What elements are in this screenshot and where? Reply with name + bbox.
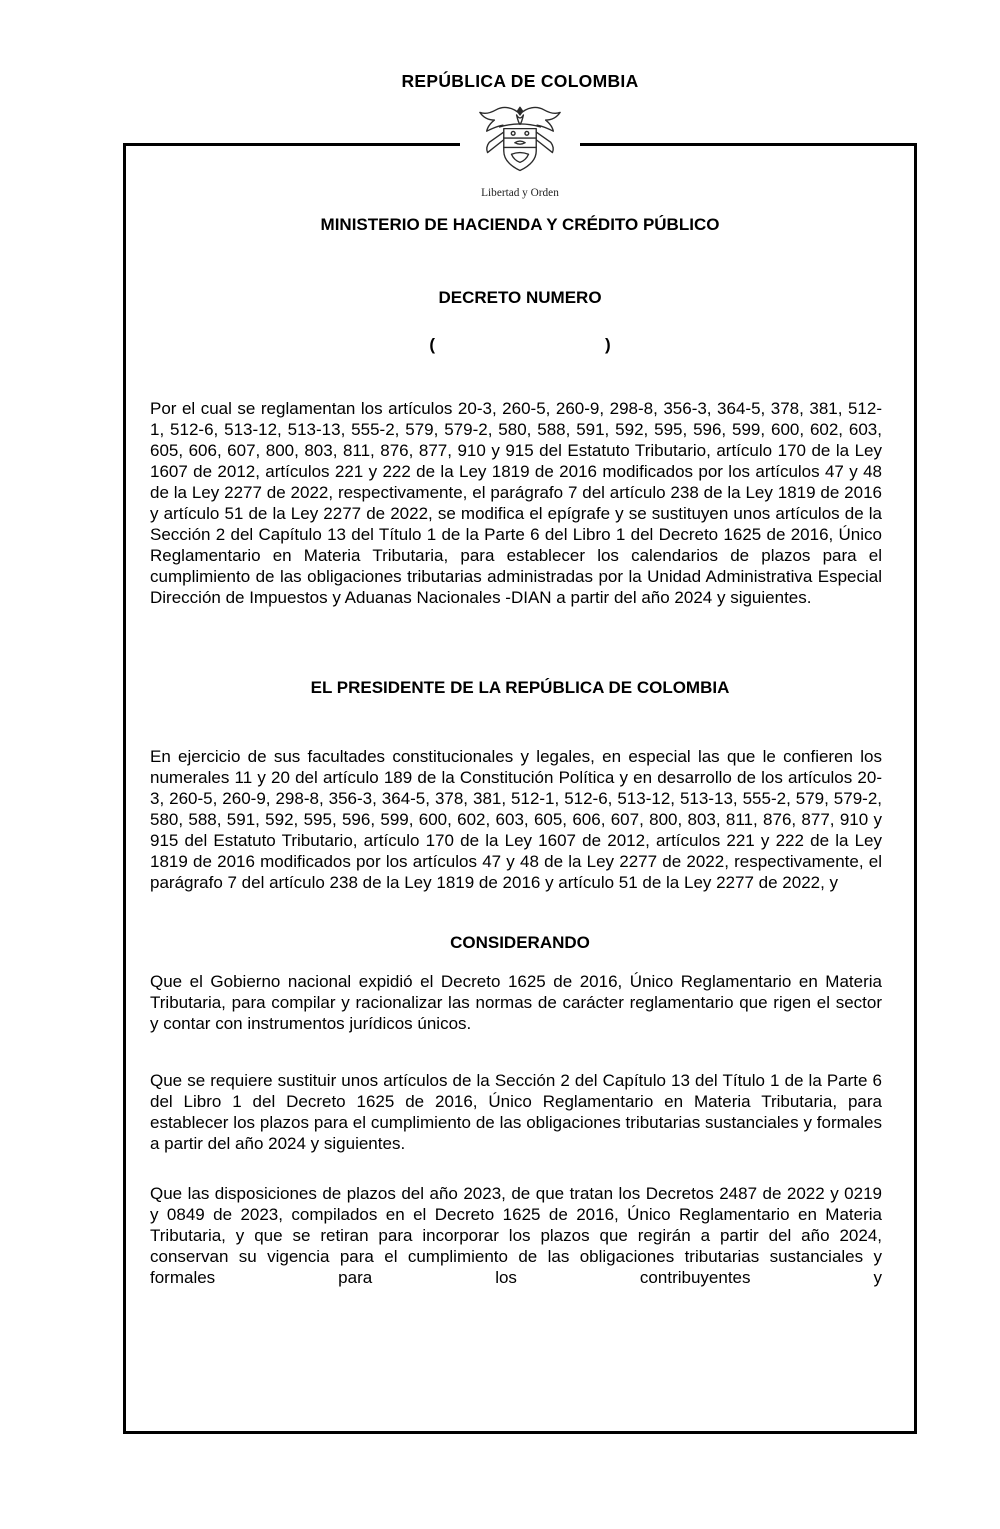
considering-paragraph: Que las disposiciones de plazos del año 2023, de que tratan los Decretos 2487 de 2022 y 0219 y 0849 de 2023, compilados en el Decreto 1625 de 2016, Único Reglamentario en Materia Tributaria, y que se retiran para incorporar los plazos que regirán a partir del año 2024, conservan su vigencia para el cumplimiento de las obligaciones tributarias sustanciales y formales para los contribuyentes y	[150, 1184, 882, 1287]
considering-paragraph: Que el Gobierno nacional expidió el Decreto 1625 de 2016, Único Reglamentario en Materia Tributaria, para compilar y racionalizar las normas de carácter reglamentario que rigen el sector y contar con instrumentos jurídicos únicos.	[150, 972, 882, 1033]
considering-paragraph: Que se requiere sustituir unos artículos de la Sección 2 del Capítulo 13 del Título 1 de la Parte 6 del Libro 1 del Decreto 1625 de 2016, Único Reglamentario en Materia Tributaria, para establecer los plazos para el cumplimiento de las obligaciones tributarias sustanciales y formales a partir del año 2024 y siguientes.	[150, 1071, 882, 1153]
powers-paragraph: En ejercicio de sus facultades constitucionales y legales, en especial las que le confieren los numerales 11 y 20 del artículo 189 de la Constitución Política y en desarrollo de los artículos 20-3, 260-5, 260-9, 298-8, 356-3, 364-5, 378, 381, 512-1, 512-6, 513-12, 513-13, 555-2, 579, 579-2, 580, 588, 591, 592, 595, 596, 599, 600, 602, 603, 605, 606, 607, 800, 803, 811, 876, 877, 910 y 915 del Estatuto Tributario, artículo 170 de la Ley 1607 de 2012, artículos 221 y 222 de la Ley 1819 de 2016 modificados por los artículos 47 y 48 de la Ley 2277 de 2022, respectivamente, el parágrafo 7 del artículo 238 de la Ley 1819 de 2016 y artículo 51 de la Ley 2277 de 2022, y	[150, 747, 882, 892]
colombia-coat-of-arms-icon	[475, 103, 565, 185]
republic-title: REPÚBLICA DE COLOMBIA	[401, 71, 639, 91]
paren-close: )	[605, 335, 611, 354]
paren-open: (	[429, 335, 435, 354]
ministry-title: MINISTERIO DE HACIENDA Y CRÉDITO PÚBLICO	[320, 215, 720, 234]
coat-of-arms	[460, 103, 580, 202]
subject-paragraph: Por el cual se reglamentan los artículos 20-3, 260-5, 260-9, 298-8, 356-3, 364-5, 378, 381, 512-1, 512-6, 513-12, 513-13, 555-2, 579, 579-2, 580, 588, 591, 592, 595, 596, 599, 600, 602, 603, 605, 606, 607, 800, 803, 811, 876, 877, 910 y 915 del Estatuto Tributario, artículo 170 de la Ley 1607 de 2012, artículos 221 y 222 de la Ley 1819 de 2016 modificados por los artículos 47 y 48 de la Ley 2277 de 2022, respectivamente, el parágrafo 7 del artículo 238 de la Ley 1819 de 2016 y artículo 51 de la Ley 2277 de 2022, se modifica el epígrafe y se sustituyen unos artículos de la Sección 2 del Capítulo 13 del Título 1 de la Parte 6 del Libro 1 del Decreto 1625 de 2016, Único Reglamentario en Materia Tributaria, para establecer los calendarios de plazos para el cumplimiento de las obligaciones tributarias administradas por la Unidad Administrativa Especial Dirección de Impuestos y Aduanas Nacionales -DIAN a partir del año 2024 y siguientes.	[150, 399, 882, 607]
decree-number-label: DECRETO NUMERO	[438, 288, 602, 307]
decree-number-blank	[126, 335, 914, 355]
president-heading: EL PRESIDENTE DE LA REPÚBLICA DE COLOMBIA	[310, 678, 730, 697]
emblem-motto: Libertad y Orden	[481, 185, 559, 199]
considering-heading: CONSIDERANDO	[450, 933, 590, 952]
document-frame	[123, 143, 917, 1434]
